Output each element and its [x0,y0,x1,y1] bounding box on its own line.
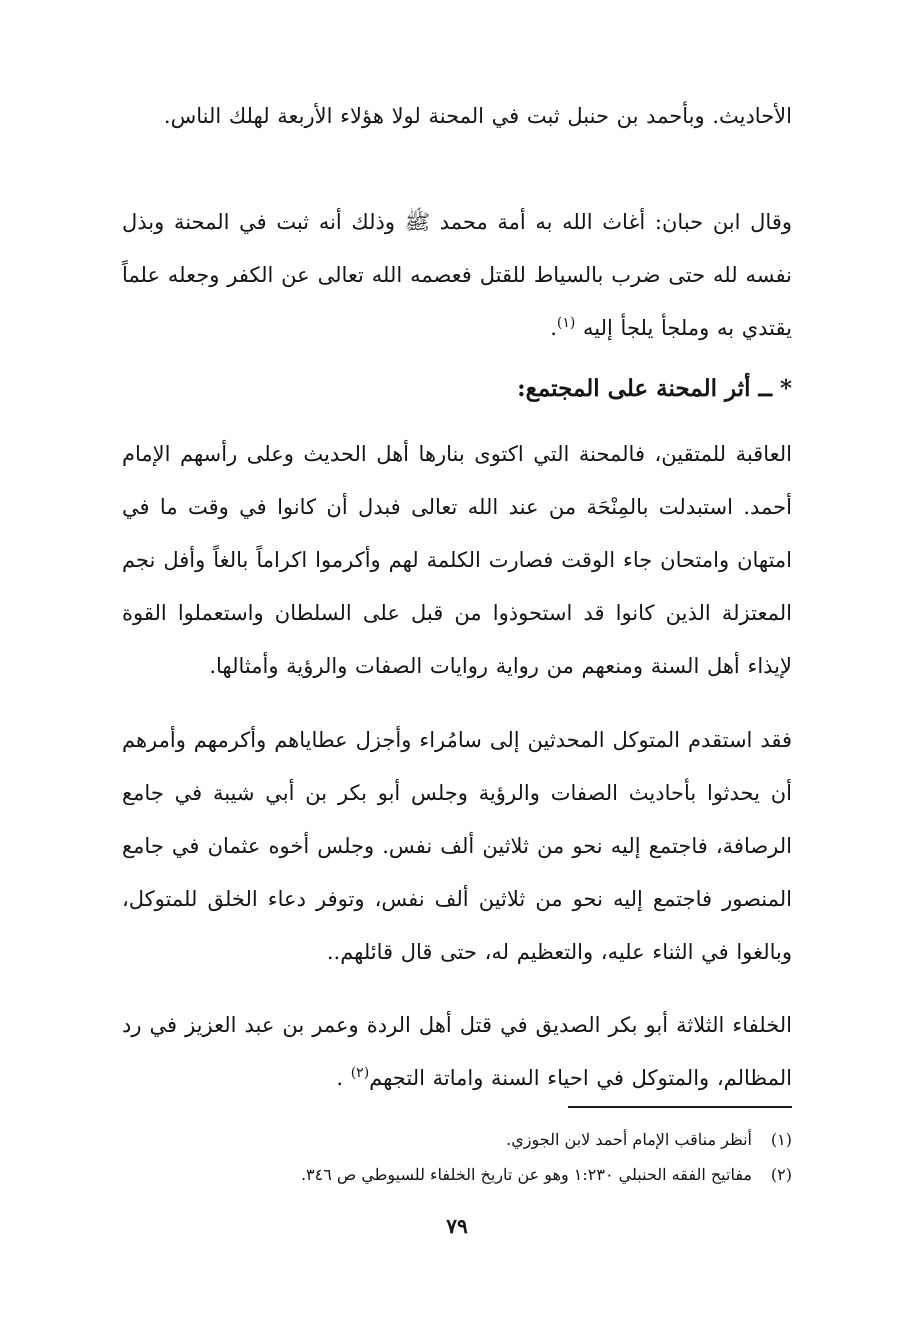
footnote-ref-1: (١) [556,315,576,331]
paragraph-end-mark: . [336,1066,343,1090]
paragraph-mihna-outcome [122,428,792,693]
paragraph-text: وقال ابن حبان: أغاث الله به أمة محمد ﷺ وذلك أنه ثبت في المحنة وبذل نفسه لله حتى ضرب بالسياط للقتل فعصمه الله تعالى عن الكفر وجعله علماً يقتدي به وملجأ يلجأ إليه [122,210,792,340]
paragraph-text: الخلفاء الثلاثة أبو بكر الصديق في قتل أهل الردة وعمر بن عبد العزيز في رد المظالم، والمتوكل في احياء السنة واماتة التجهم [122,1013,792,1090]
footnote-2 [122,1157,792,1192]
paragraph-text: العاقبة للمتقين، فالمحنة التي اكتوى بنارها أهل الحديث وعلى رأسهم الإمام أحمد. استبدلت بالمِنْحَة من عند الله تعالى فبدل أن كانوا في وقت ما في امتهان وامتحان جاء الوقت فصارت الكلمة لهم وأكرموا اكراماً بالغاً وأفل نجم المعتزلة الذين كانوا قد استحوذوا من قبل على السلطان واستعملوا القوة لإيذاء أهل السنة ومنعهم من رواية روايات الصفات والرؤية وأمثالها. [122,442,792,678]
page-number: ٧٩ [446,1214,468,1238]
paragraph-text: الأحاديث. وبأحمد بن حنبل ثبت في المحنة لولا هؤلاء الأربعة لهلك الناس. [163,104,792,128]
paragraph-ahmad-ibn-hanbal [122,90,792,143]
footnotes [122,1122,792,1192]
paragraph-ibn-hibban-quote [122,196,792,355]
section-heading-text: ــ أثر المحنة على المجتمع: [517,375,772,402]
footnote-1 [122,1122,792,1157]
star-bullet-icon: * [779,375,792,402]
footnote-number: (١) [770,1130,792,1149]
footnote-ref-2: (٢) [350,1065,370,1081]
footnote-text: أنظر مناقب الإمام أحمد لابن الجوزي. [506,1130,752,1149]
book-page [122,0,792,1341]
footnote-divider [568,1106,792,1108]
footnote-text: مفاتيح الفقه الحنبلي ١:٢٣٠ وهو عن تاريخ الخلفاء للسيوطي ص ٣٤٦. [300,1165,752,1184]
paragraph-end-mark: . [550,316,557,340]
footnote-number: (٢) [770,1165,792,1184]
section-heading [517,362,792,415]
paragraph-mutawakkil [122,714,792,979]
paragraph-text: فقد استقدم المتوكل المحدثين إلى سامُراء وأجزل عطاياهم وأكرمهم وأمرهم أن يحدثوا بأحاديث الصفات والرؤية وجلس أبو بكر بن أبي شيبة في جامع الرصافة، فاجتمع إليه نحو من ثلاثين ألف نفس. وجلس أخوه عثمان في جامع المنصور فاجتمع إليه نحو من ثلاثين ألف نفس، وتوفر دعاء الخلق للمتوكل، وبالغوا في الثناء عليه، والتعظيم له، حتى قال قائلهم.. [122,728,792,964]
paragraph-three-caliphs [122,999,792,1105]
